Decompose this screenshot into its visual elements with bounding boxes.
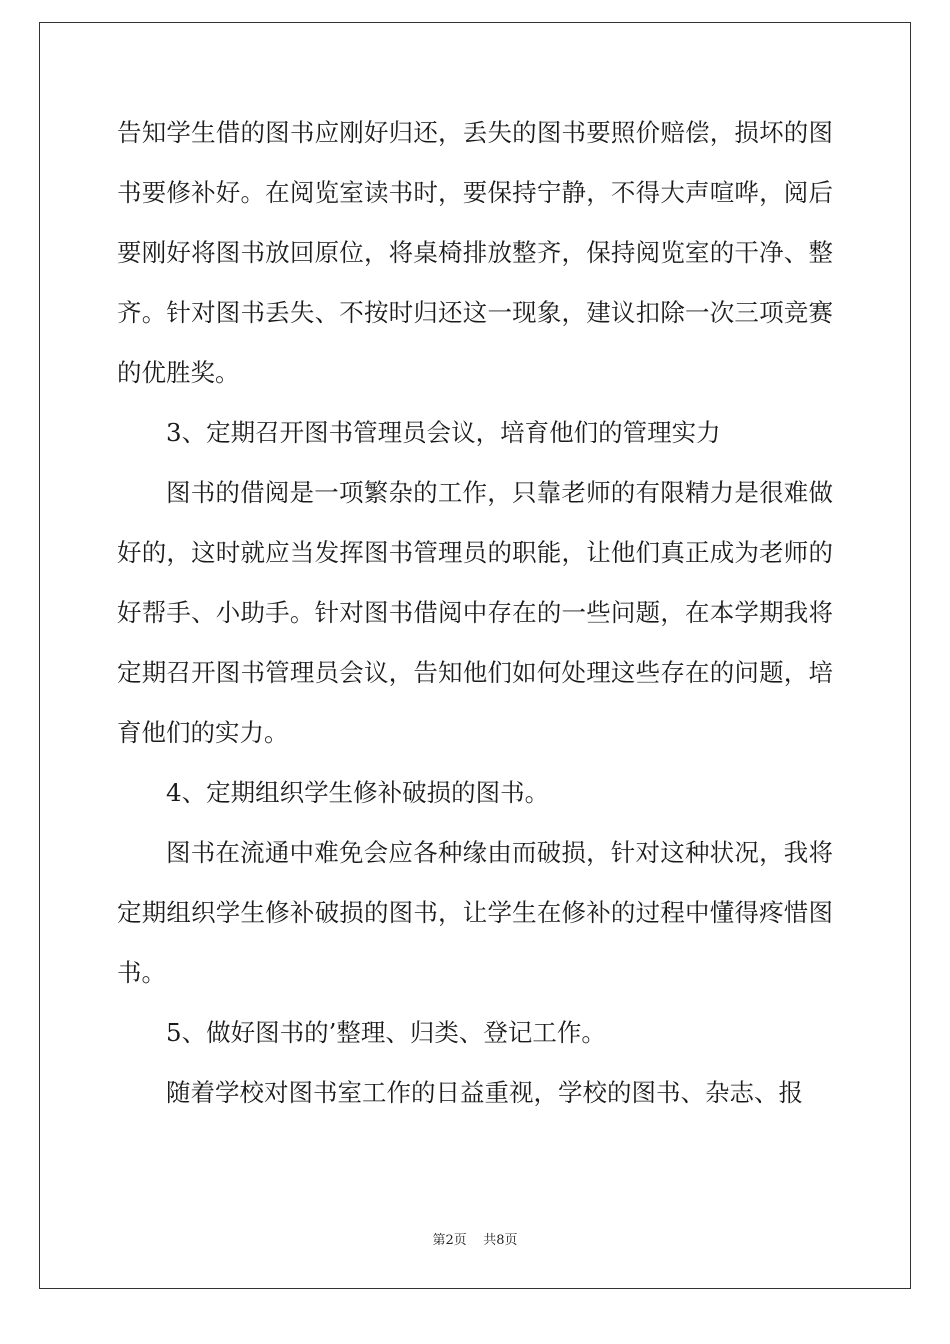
paragraph-2: 图书的借阅是一项繁杂的工作，只靠老师的有限精力是很难做好的，这时就应当发挥图书管理员的职能，让他们真正成为老师的好帮手、小助手。针对图书借阅中存在的一些问题，在本学期我将定期召开图书管理员会议，告知他们如何处理这些存在的问题，培育他们的实力。 <box>117 478 833 747</box>
paragraph-3: 图书在流通中难免会应各种缘由而破损，针对这种状况，我将定期组织学生修补破损的图书，让学生在修补的过程中懂得疼惜图书。 <box>117 838 833 987</box>
paragraph-4: 随着学校对图书室工作的日益重视，学校的图书、杂志、报 <box>166 1078 803 1107</box>
paragraph-1: 告知学生借的图书应刚好归还，丢失的图书要照价赔偿，损坏的图书要修补好。在阅览室读书时，要保持宁静，不得大声喧哗，阅后要刚好将图书放回原位，将桌椅排放整齐，保持阅览室的干净、整齐。针对图书丢失、不按时归还这一现象，建议扣除一次三项竞赛的优胜奖。 <box>117 118 833 387</box>
section-heading-5: 5、做好图书的’整理、归类、登记工作。 <box>166 1018 606 1047</box>
section-heading-4: 4、定期组织学生修补破损的图书。 <box>166 778 550 807</box>
section-heading-3: 3、定期召开图书管理员会议，培育他们的管理实力 <box>166 418 721 447</box>
document-body <box>117 103 833 1123</box>
page-number-footer: 第2页 共8页 <box>432 1233 518 1248</box>
